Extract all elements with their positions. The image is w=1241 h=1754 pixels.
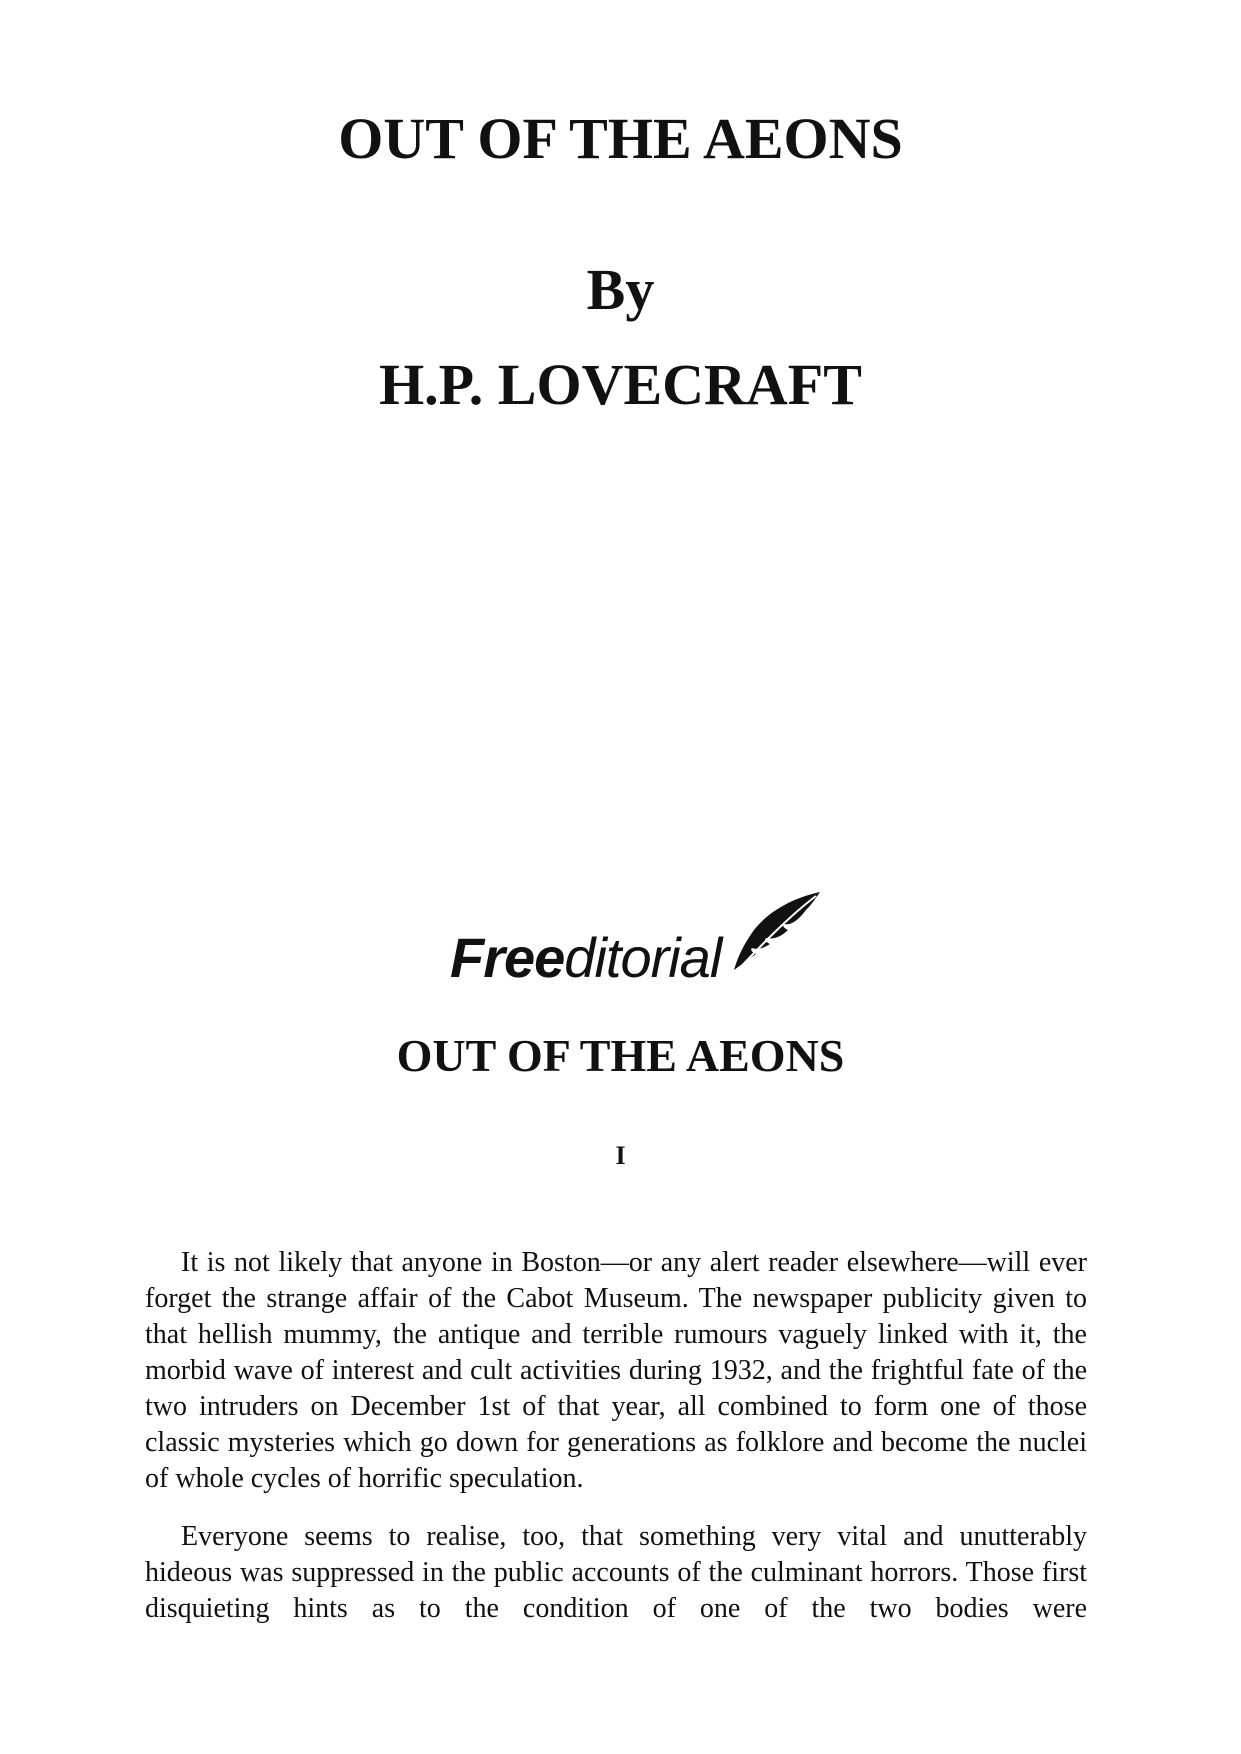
chapter-title: OUT OF THE AEONS [396,1030,845,1081]
paragraph: Everyone seems to realise, too, that something very vital and unutterably hideous was suppressed in the public accounts of the culminant horrors. Those first disquieting hints as to the condition of one of the two bodies were [145,1521,1087,1624]
publisher-wordmark [450,928,721,988]
author-name: H.P. LOVECRAFT [379,352,862,417]
logo-free-text: Free [450,926,565,989]
paragraph: It is not likely that anyone in Boston—or any alert reader elsewhere—will ever forget the strange affair of the Cabot Museum. The newspaper publicity given to that hellish mummy, the antique and terrible rumours vaguely linked with it, the morbid wave of interest and cult activities during 1932, and the frightful fate of the two intruders on December 1st of that year, all combined to form one of those classic mysteries which go down for generations as folklore and become the nuclei of whole cycles of horrific speculation. [145,1247,1087,1494]
chapter-number: I [615,1141,626,1170]
logo-editorial-text: ditorial [564,926,722,989]
publisher-logo [444,890,824,1000]
by-line: By [586,257,655,322]
book-title: OUT OF THE AEONS [338,106,903,171]
quill-feather-icon [730,890,822,976]
